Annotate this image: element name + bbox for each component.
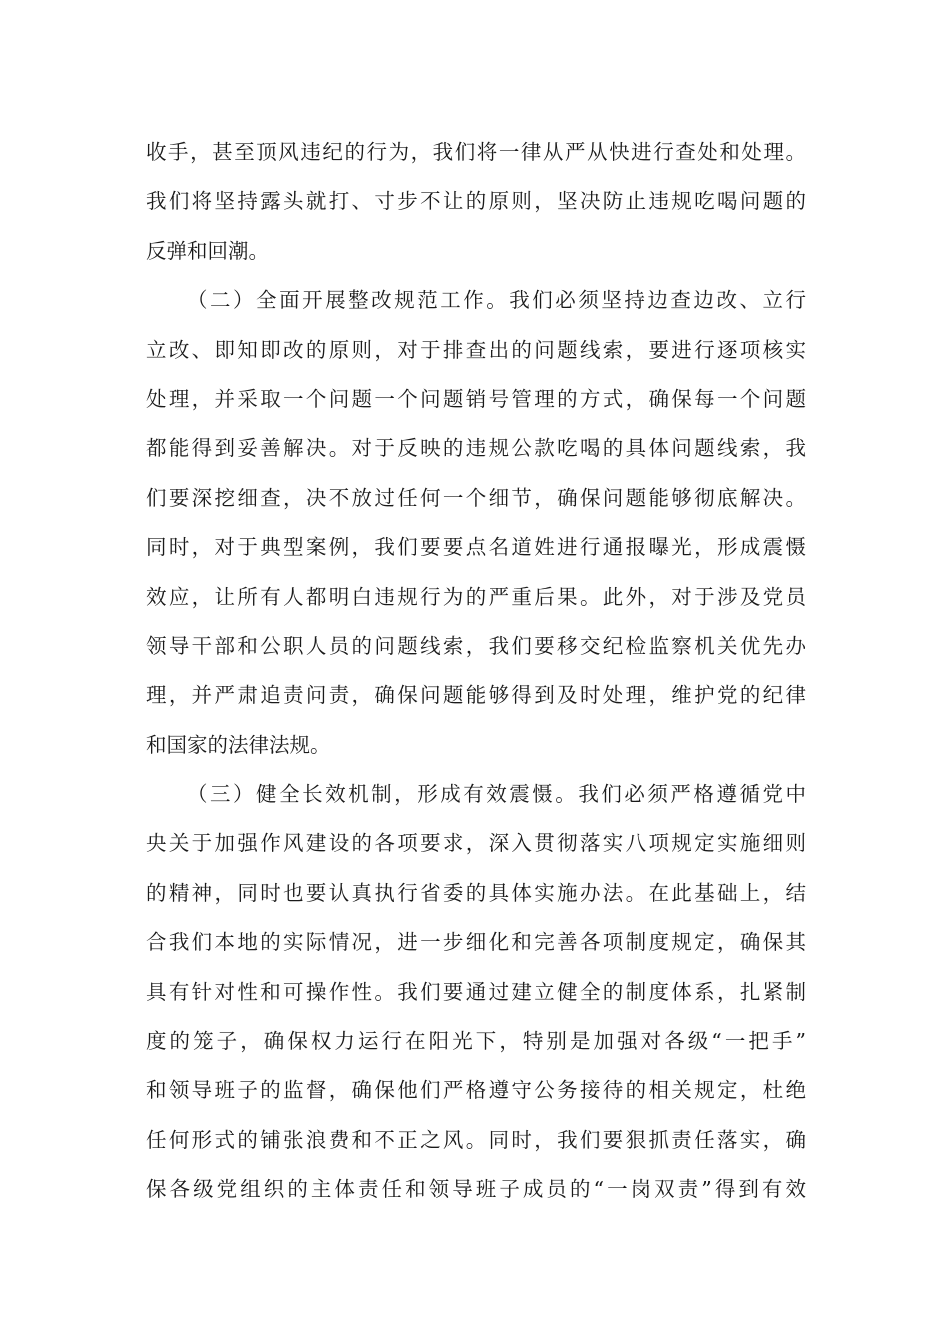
text-line: 同时，对于典型案例，我们要要点名道姓进行通报曝光，形成震慑 — [146, 535, 806, 560]
text-line: 和国家的法律法规。 — [146, 732, 331, 757]
body-text — [146, 128, 806, 1215]
text-line: 处理，并采取一个问题一个问题销号管理的方式，确保每一个问题 — [146, 386, 806, 411]
text-line: 和领导班子的监督，确保他们严格遵守公务接待的相关规定，杜绝 — [146, 1078, 806, 1103]
text-line: 效应，让所有人都明白违规行为的严重后果。此外，对于涉及党员 — [146, 584, 806, 609]
text-line: 收手，甚至顶风违纪的行为，我们将一律从严从快进行查处和处理。 — [146, 140, 806, 164]
text-line: 立改、即知即改的原则，对于排查出的问题线索，要进行逐项核实 — [146, 337, 806, 362]
text-line: 央关于加强作风建设的各项要求，深入贯彻落实八项规定实施细则 — [146, 831, 806, 856]
text-line: 我们将坚持露头就打、寸步不让的原则，坚决防止违规吃喝问题的 — [146, 189, 806, 214]
text-line: 合我们本地的实际情况，进一步细化和完善各项制度规定，确保其 — [146, 930, 806, 955]
text-line: 度的笼子，确保权力运行在阳光下，特别是加强对各级“一把手” — [146, 1029, 806, 1054]
text-line: 保各级党组织的主体责任和领导班子成员的“一岗双责”得到有效 — [146, 1177, 806, 1202]
text-line: 反弹和回潮。 — [146, 238, 269, 263]
text-line: 具有针对性和可操作性。我们要通过建立健全的制度体系，扎紧制 — [146, 979, 806, 1004]
text-line: 任何形式的铺张浪费和不正之风。同时，我们要狠抓责任落实，确 — [146, 1127, 806, 1152]
paragraph-start-line: （三）健全长效机制，形成有效震慑。我们必须严格遵循党中 — [187, 782, 806, 807]
text-line: 都能得到妥善解决。对于反映的违规公款吃喝的具体问题线索，我 — [146, 436, 806, 461]
text-line: 领导干部和公职人员的问题线索，我们要移交纪检监察机关优先办 — [146, 633, 806, 658]
paragraph-start-line: （二）全面开展整改规范工作。我们必须坚持边查边改、立行 — [187, 288, 806, 313]
text-line: 理，并严肃追责问责，确保问题能够得到及时处理，维护党的纪律 — [146, 683, 806, 708]
text-line: 们要深挖细查，决不放过任何一个细节，确保问题能够彻底解决。 — [146, 485, 806, 510]
text-line: 的精神，同时也要认真执行省委的具体实施办法。在此基础上，结 — [146, 880, 806, 905]
